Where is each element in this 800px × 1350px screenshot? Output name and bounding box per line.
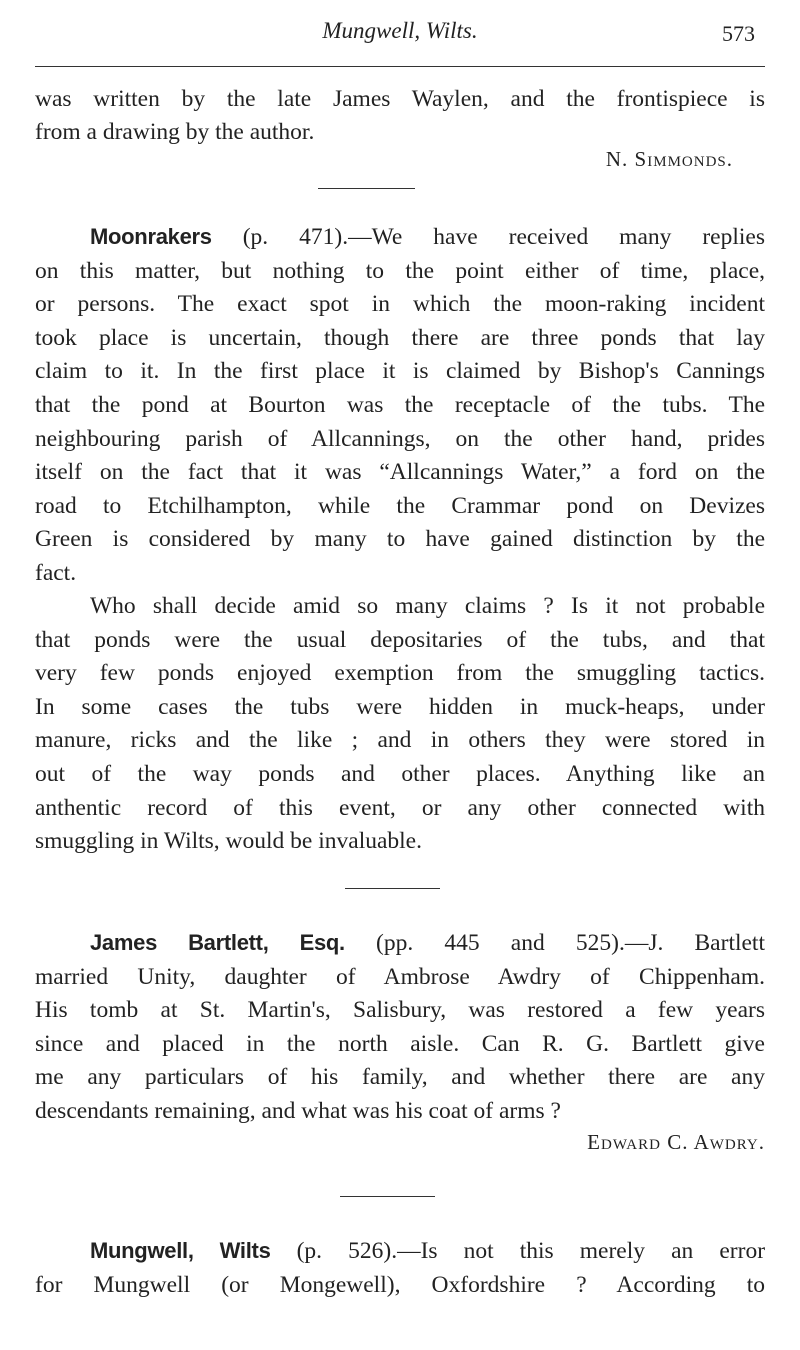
text-line: Who shall decide amid so many claims ? Is it not probable <box>90 593 765 619</box>
header-rule <box>35 66 765 67</box>
text-line: for Mungwell (or Mongewell), Oxfordshire ? According to <box>35 1271 765 1298</box>
entry-heading: Moonrakers <box>90 224 212 249</box>
text-line: on this matter, but nothing to the point either of time, place, <box>35 257 765 284</box>
text-line: itself on the fact that it was “Allcannings Water,” a ford on the <box>35 459 765 486</box>
text-line: very few ponds enjoyed exemption from the smuggling tactics. <box>35 660 765 687</box>
entry-heading: James Bartlett, Esq. <box>90 930 345 955</box>
text-line: descendants remaining, and what was his coat of arms ? <box>35 1098 561 1124</box>
text-line: His tomb at St. Martin's, Salisbury, was restored a few years <box>35 997 765 1024</box>
entry-text: (p. 471).—We have received many replies <box>211 224 765 250</box>
signature: Edward C. Awdry. <box>587 1130 765 1154</box>
text-line: Green is considered by many to have gained distinction by the <box>35 526 765 553</box>
text-line: or persons. The exact spot in which the moon-raking incident <box>35 291 765 318</box>
separator-rule <box>340 1196 435 1197</box>
text-line: since and placed in the north aisle. Can R. G. Bartlett give <box>35 1030 765 1057</box>
text-line: claim to it. In the first place it is claimed by Bishop's Cannings <box>35 358 765 385</box>
separator-rule <box>318 188 415 189</box>
text-line: me any particulars of his family, and whether there are any <box>35 1064 765 1091</box>
running-head: Mungwell, Wilts. <box>322 18 478 43</box>
text-line: that the pond at Bourton was the receptacle of the tubs. The <box>35 392 765 418</box>
page-number: 573 <box>722 21 755 46</box>
text-line: that ponds were the usual depositaries of the tubs, and that <box>35 626 765 653</box>
text-line: out of the way ponds and other places. Anything like an <box>35 761 765 787</box>
text-line: from a drawing by the author. <box>35 119 315 145</box>
text-line: was written by the late James Waylen, and the frontispiece is <box>35 86 765 112</box>
entry-text: (pp. 445 and 525).—J. Bartlett <box>344 930 765 956</box>
entry-first-line <box>90 1236 765 1266</box>
separator-rule <box>345 888 440 889</box>
text-line: smuggling in Wilts, would be invaluable. <box>35 828 422 855</box>
text-line: took place is uncertain, though there are three ponds that lay <box>35 324 765 351</box>
text-line: manure, ricks and the like ; and in others they were stored in <box>35 727 765 754</box>
entry-text: (p. 526).—Is not this merely an error <box>270 1238 766 1264</box>
entry-first-line <box>90 928 765 958</box>
text-line: neighbouring parish of Allcannings, on the other hand, prides <box>35 425 765 452</box>
text-line: married Unity, daughter of Ambrose Awdry of Chippenham. <box>35 963 765 990</box>
entry-first-line <box>90 222 765 252</box>
signature: N. Simmonds. <box>605 147 733 171</box>
entry-heading: Mungwell, Wilts <box>90 1238 271 1263</box>
text-line: anthentic record of this event, or any other connected with <box>35 794 765 821</box>
text-line: In some cases the tubs were hidden in muck-heaps, under <box>35 693 765 720</box>
text-line: fact. <box>35 560 77 586</box>
text-line: road to Etchilhampton, while the Crammar pond on Devizes <box>35 492 765 519</box>
